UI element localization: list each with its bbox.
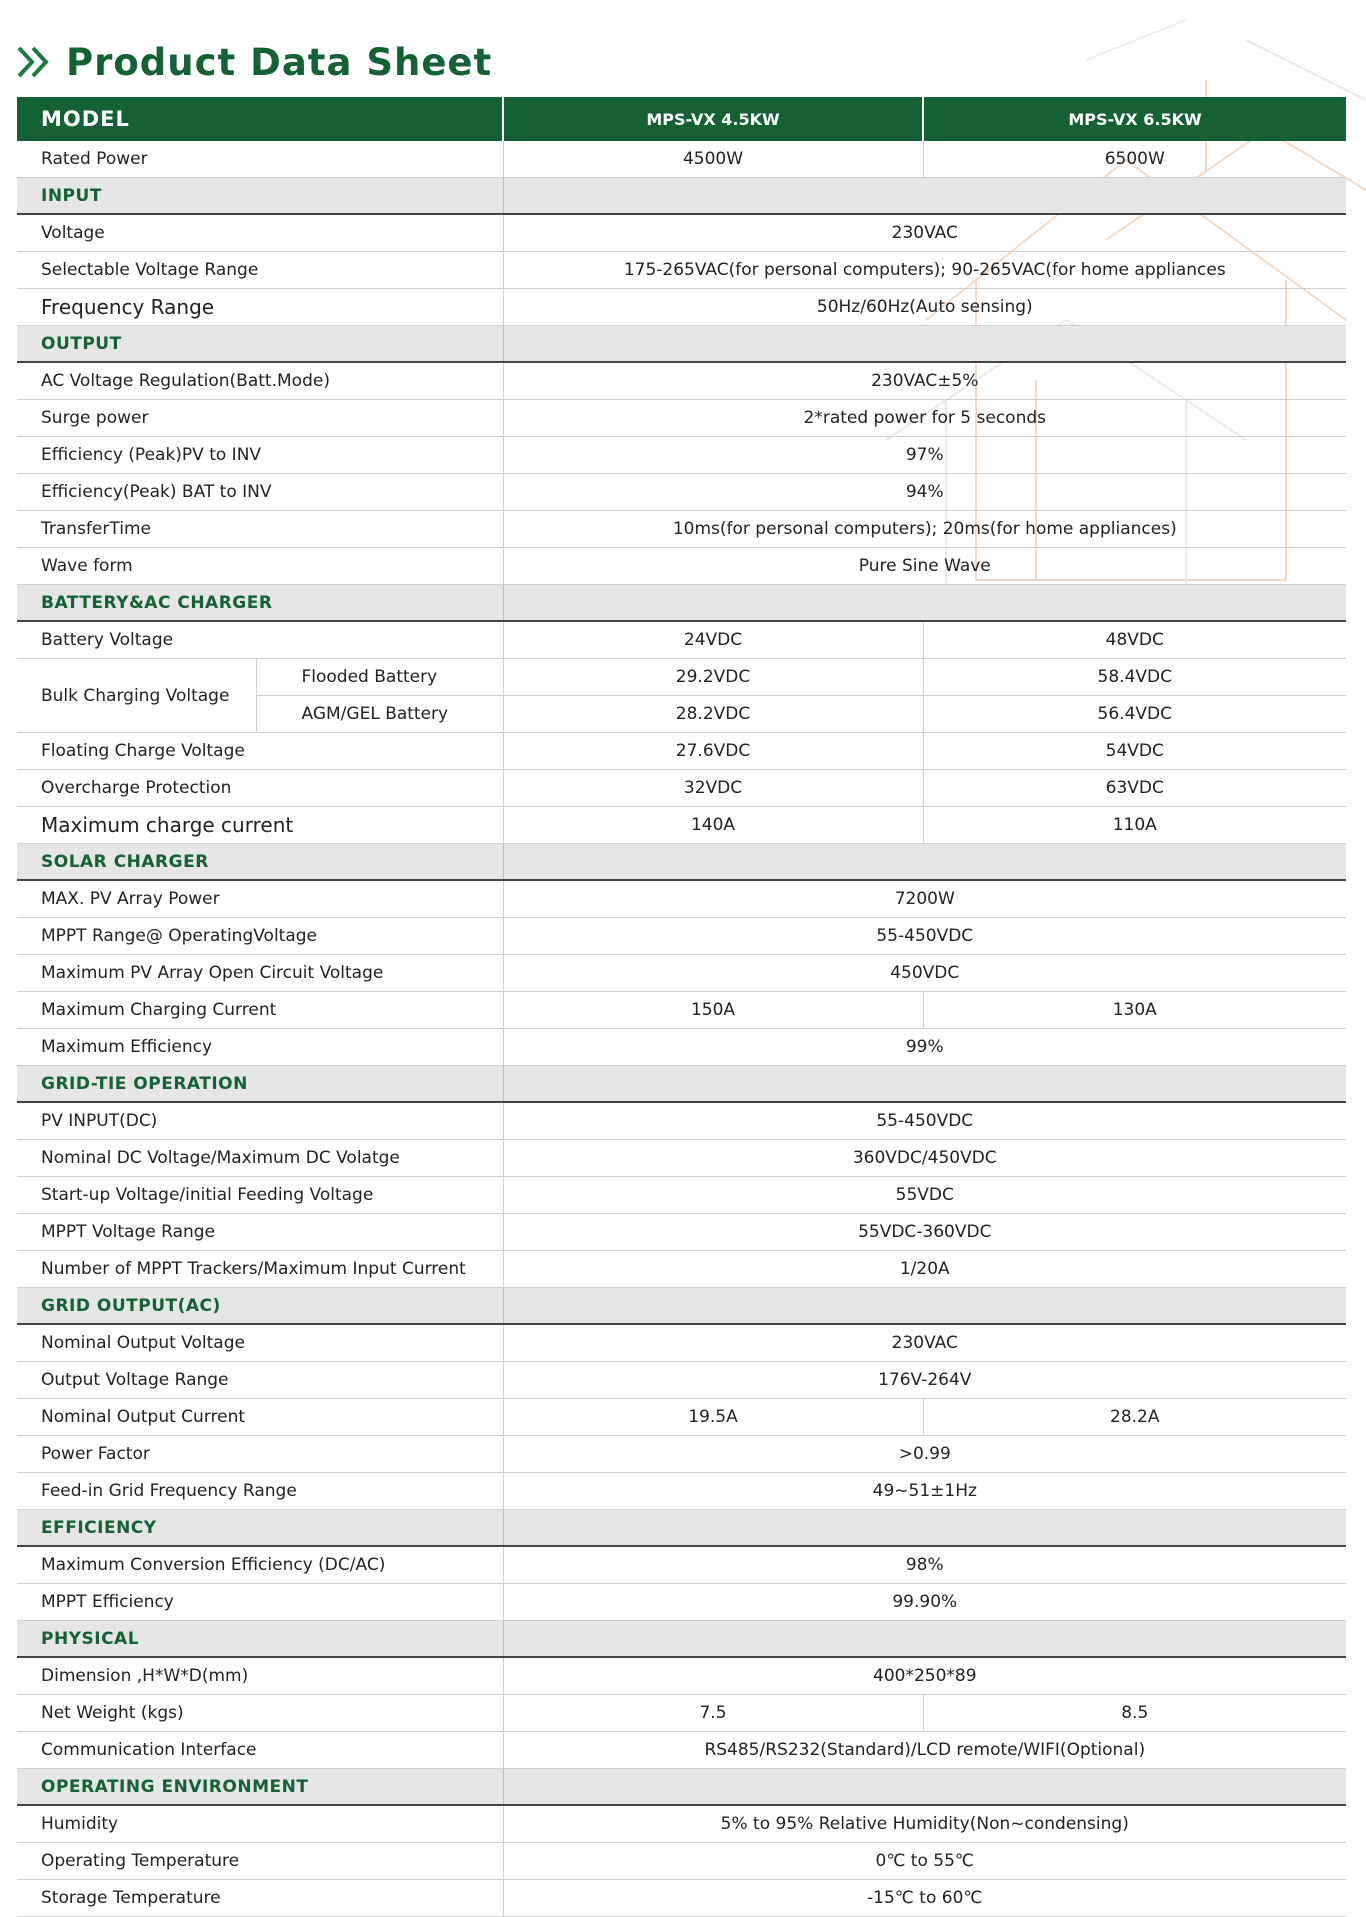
value-cell-shared: 2*rated power for 5 seconds [503, 400, 1346, 437]
value-cell-shared: 1/20A [503, 1251, 1346, 1288]
value-cell-model-2: 48VDC [923, 621, 1346, 659]
spec-row-battery-voltage [17, 621, 1346, 659]
spec-name: Efficiency(Peak) BAT to INV [17, 474, 503, 511]
spec-name: Rated Power [17, 141, 503, 178]
spec-name: Voltage [17, 214, 503, 252]
spec-row-transfertime [17, 511, 1346, 548]
spec-name: MAX. PV Array Power [17, 880, 503, 918]
value-cell-shared: 98% [503, 1546, 1346, 1584]
spec-row-maximum-charging-current [17, 992, 1346, 1029]
spec-name: Surge power [17, 400, 503, 437]
spec-row-maximum-conversion-efficiency-dc-ac [17, 1546, 1346, 1584]
spec-row-feed-in-grid-frequency-range [17, 1473, 1346, 1510]
spec-row-storage-temperature [17, 1880, 1346, 1917]
value-cell-model-1: 140A [503, 807, 923, 844]
spec-row-nominal-output-voltage [17, 1324, 1346, 1362]
section-title: SOLAR CHARGER [17, 844, 503, 881]
section-title: PHYSICAL [17, 1621, 503, 1658]
value-cell-shared: 5% to 95% Relative Humidity(Non~condensing) [503, 1805, 1346, 1843]
spec-row-maximum-pv-array-open-circuit-voltage [17, 955, 1346, 992]
value-cell-shared: 55-450VDC [503, 918, 1346, 955]
value-cell-model-1: 32VDC [503, 770, 923, 807]
model-label: MODEL [17, 97, 503, 141]
spec-name: Feed-in Grid Frequency Range [17, 1473, 503, 1510]
spec-row-surge-power [17, 400, 1346, 437]
section-header-grid-tie-operation [17, 1066, 1346, 1103]
spec-row-mppt-range-operatingvoltage [17, 918, 1346, 955]
spec-name: Bulk Charging Voltage [17, 659, 256, 733]
spec-row-operating-temperature [17, 1843, 1346, 1880]
spec-row-max-pv-array-power [17, 880, 1346, 918]
spec-row-voltage [17, 214, 1346, 252]
spec-row-humidity [17, 1805, 1346, 1843]
value-cell-model-1: 27.6VDC [503, 733, 923, 770]
spec-subname: Flooded Battery [256, 659, 503, 696]
spec-row-overcharge-protection [17, 770, 1346, 807]
value-cell-model-2: 58.4VDC [923, 659, 1346, 696]
value-cell-model-2: 63VDC [923, 770, 1346, 807]
spec-table-body [17, 97, 1346, 1917]
spec-row-communication-interface [17, 1732, 1346, 1769]
section-filler [503, 1066, 1346, 1103]
spec-name: MPPT Efficiency [17, 1584, 503, 1621]
section-header-solar-charger [17, 844, 1346, 881]
section-filler [503, 178, 1346, 215]
value-cell-model-2: 54VDC [923, 733, 1346, 770]
section-filler [503, 844, 1346, 881]
spec-name: Battery Voltage [17, 621, 503, 659]
section-header-grid-output-ac [17, 1288, 1346, 1325]
spec-row-flooded-battery [17, 659, 1346, 696]
spec-name: Nominal Output Current [17, 1399, 503, 1436]
spec-name: PV INPUT(DC) [17, 1102, 503, 1140]
value-cell-model-2: 8.5 [923, 1695, 1346, 1732]
spec-row-dimension-h-w-d-mm [17, 1657, 1346, 1695]
value-cell-shared: RS485/RS232(Standard)/LCD remote/WIFI(Optional) [503, 1732, 1346, 1769]
spec-name: Storage Temperature [17, 1880, 503, 1917]
spec-row-maximum-efficiency [17, 1029, 1346, 1066]
value-cell-shared: 99% [503, 1029, 1346, 1066]
section-title: GRID OUTPUT(AC) [17, 1288, 503, 1325]
spec-name: Efficiency (Peak)PV to INV [17, 437, 503, 474]
spec-name: Number of MPPT Trackers/Maximum Input Current [17, 1251, 503, 1288]
value-cell-model-2: 6500W [923, 141, 1346, 178]
value-cell-shared: 50Hz/60Hz(Auto sensing) [503, 289, 1346, 326]
spec-row-start-up-voltage-initial-feeding-voltage [17, 1177, 1346, 1214]
value-cell-model-2: 130A [923, 992, 1346, 1029]
section-title: EFFICIENCY [17, 1510, 503, 1547]
spec-name: TransferTime [17, 511, 503, 548]
spec-row-mppt-voltage-range [17, 1214, 1346, 1251]
spec-name: Dimension ,H*W*D(mm) [17, 1657, 503, 1695]
spec-row-nominal-dc-voltage-maximum-dc-volatge [17, 1140, 1346, 1177]
value-cell-model-2: 28.2A [923, 1399, 1346, 1436]
value-cell-shared: 99.90% [503, 1584, 1346, 1621]
spec-name: Communication Interface [17, 1732, 503, 1769]
value-cell-shared: 55-450VDC [503, 1102, 1346, 1140]
spec-row-number-of-mppt-trackers-maximum-input-current [17, 1251, 1346, 1288]
value-cell-model-1: 19.5A [503, 1399, 923, 1436]
section-header-output [17, 326, 1346, 363]
spec-name: Selectable Voltage Range [17, 252, 503, 289]
value-cell-model-1: 7.5 [503, 1695, 923, 1732]
spec-row-maximum-charge-current [17, 807, 1346, 844]
spec-name: Wave form [17, 548, 503, 585]
section-header-operating-environment [17, 1769, 1346, 1806]
spec-name: MPPT Range@ OperatingVoltage [17, 918, 503, 955]
spec-subname: AGM/GEL Battery [256, 696, 503, 733]
section-filler [503, 585, 1346, 622]
spec-name: Maximum Efficiency [17, 1029, 503, 1066]
section-title: OPERATING ENVIRONMENT [17, 1769, 503, 1806]
section-filler [503, 1621, 1346, 1658]
spec-name: Maximum PV Array Open Circuit Voltage [17, 955, 503, 992]
spec-name: Start-up Voltage/initial Feeding Voltage [17, 1177, 503, 1214]
spec-name: Nominal Output Voltage [17, 1324, 503, 1362]
section-filler [503, 326, 1346, 363]
spec-name: Maximum Charging Current [17, 992, 503, 1029]
value-cell-shared: 55VDC-360VDC [503, 1214, 1346, 1251]
spec-row-ac-voltage-regulation-batt-mode [17, 362, 1346, 400]
value-cell-shared: 400*250*89 [503, 1657, 1346, 1695]
value-cell-model-2: 110A [923, 807, 1346, 844]
spec-name: Power Factor [17, 1436, 503, 1473]
page-header [16, 38, 492, 86]
spec-row-floating-charge-voltage [17, 733, 1346, 770]
spec-name: Maximum charge current [17, 807, 503, 844]
spec-row-mppt-efficiency [17, 1584, 1346, 1621]
section-title: OUTPUT [17, 326, 503, 363]
section-title: BATTERY&AC CHARGER [17, 585, 503, 622]
spec-name: Humidity [17, 1805, 503, 1843]
spec-name: Output Voltage Range [17, 1362, 503, 1399]
spec-row-frequency-range [17, 289, 1346, 326]
spec-name: Overcharge Protection [17, 770, 503, 807]
value-cell-shared: >0.99 [503, 1436, 1346, 1473]
spec-row-net-weight-kgs [17, 1695, 1346, 1732]
value-cell-model-2: 56.4VDC [923, 696, 1346, 733]
section-header-efficiency [17, 1510, 1346, 1547]
value-cell-shared: 0℃ to 55℃ [503, 1843, 1346, 1880]
spec-name: Floating Charge Voltage [17, 733, 503, 770]
section-filler [503, 1288, 1346, 1325]
value-cell-model-1: 29.2VDC [503, 659, 923, 696]
value-cell-shared: 55VDC [503, 1177, 1346, 1214]
section-filler [503, 1769, 1346, 1806]
double-chevron-icon [16, 45, 56, 79]
value-cell-shared: Pure Sine Wave [503, 548, 1346, 585]
value-cell-model-1: 28.2VDC [503, 696, 923, 733]
section-title: GRID-TIE OPERATION [17, 1066, 503, 1103]
spec-row-selectable-voltage-range [17, 252, 1346, 289]
section-header-input [17, 178, 1346, 215]
value-cell-shared: 360VDC/450VDC [503, 1140, 1346, 1177]
model-name-2: MPS-VX 6.5KW [923, 97, 1346, 141]
spec-row-efficiency-peak-pv-to-inv [17, 437, 1346, 474]
value-cell-shared: 176V-264V [503, 1362, 1346, 1399]
spec-row-pv-input-dc [17, 1102, 1346, 1140]
value-cell-shared: 230VAC [503, 1324, 1346, 1362]
section-filler [503, 1510, 1346, 1547]
model-header-row [17, 97, 1346, 141]
spec-name: Maximum Conversion Efficiency (DC/AC) [17, 1546, 503, 1584]
section-header-physical [17, 1621, 1346, 1658]
value-cell-shared: 230VAC±5% [503, 362, 1346, 400]
spec-name: Nominal DC Voltage/Maximum DC Volatge [17, 1140, 503, 1177]
spec-name: Operating Temperature [17, 1843, 503, 1880]
value-cell-shared: 94% [503, 474, 1346, 511]
value-cell-shared: 230VAC [503, 214, 1346, 252]
section-title: INPUT [17, 178, 503, 215]
value-cell-shared: 97% [503, 437, 1346, 474]
spec-row-nominal-output-current [17, 1399, 1346, 1436]
spec-row-wave-form [17, 548, 1346, 585]
spec-name: MPPT Voltage Range [17, 1214, 503, 1251]
page-title: Product Data Sheet [66, 40, 493, 84]
value-cell-shared: 450VDC [503, 955, 1346, 992]
value-cell-shared: 10ms(for personal computers); 20ms(for home appliances) [503, 511, 1346, 548]
spec-row-power-factor [17, 1436, 1346, 1473]
value-cell-model-1: 24VDC [503, 621, 923, 659]
spec-name: AC Voltage Regulation(Batt.Mode) [17, 362, 503, 400]
spec-name: Net Weight (kgs) [17, 1695, 503, 1732]
value-cell-shared: 7200W [503, 880, 1346, 918]
model-name-1: MPS-VX 4.5KW [503, 97, 923, 141]
value-cell-shared: 175-265VAC(for personal computers); 90-265VAC(for home appliances [503, 252, 1346, 289]
value-cell-model-1: 4500W [503, 141, 923, 178]
section-header-battery-ac-charger [17, 585, 1346, 622]
value-cell-shared: -15℃ to 60℃ [503, 1880, 1346, 1917]
value-cell-model-1: 150A [503, 992, 923, 1029]
spec-row-efficiency-peak-bat-to-inv [17, 474, 1346, 511]
value-cell-shared: 49~51±1Hz [503, 1473, 1346, 1510]
spec-table [17, 97, 1346, 1917]
spec-name: Frequency Range [17, 289, 503, 326]
spec-row-output-voltage-range [17, 1362, 1346, 1399]
spec-row-rated-power [17, 141, 1346, 178]
